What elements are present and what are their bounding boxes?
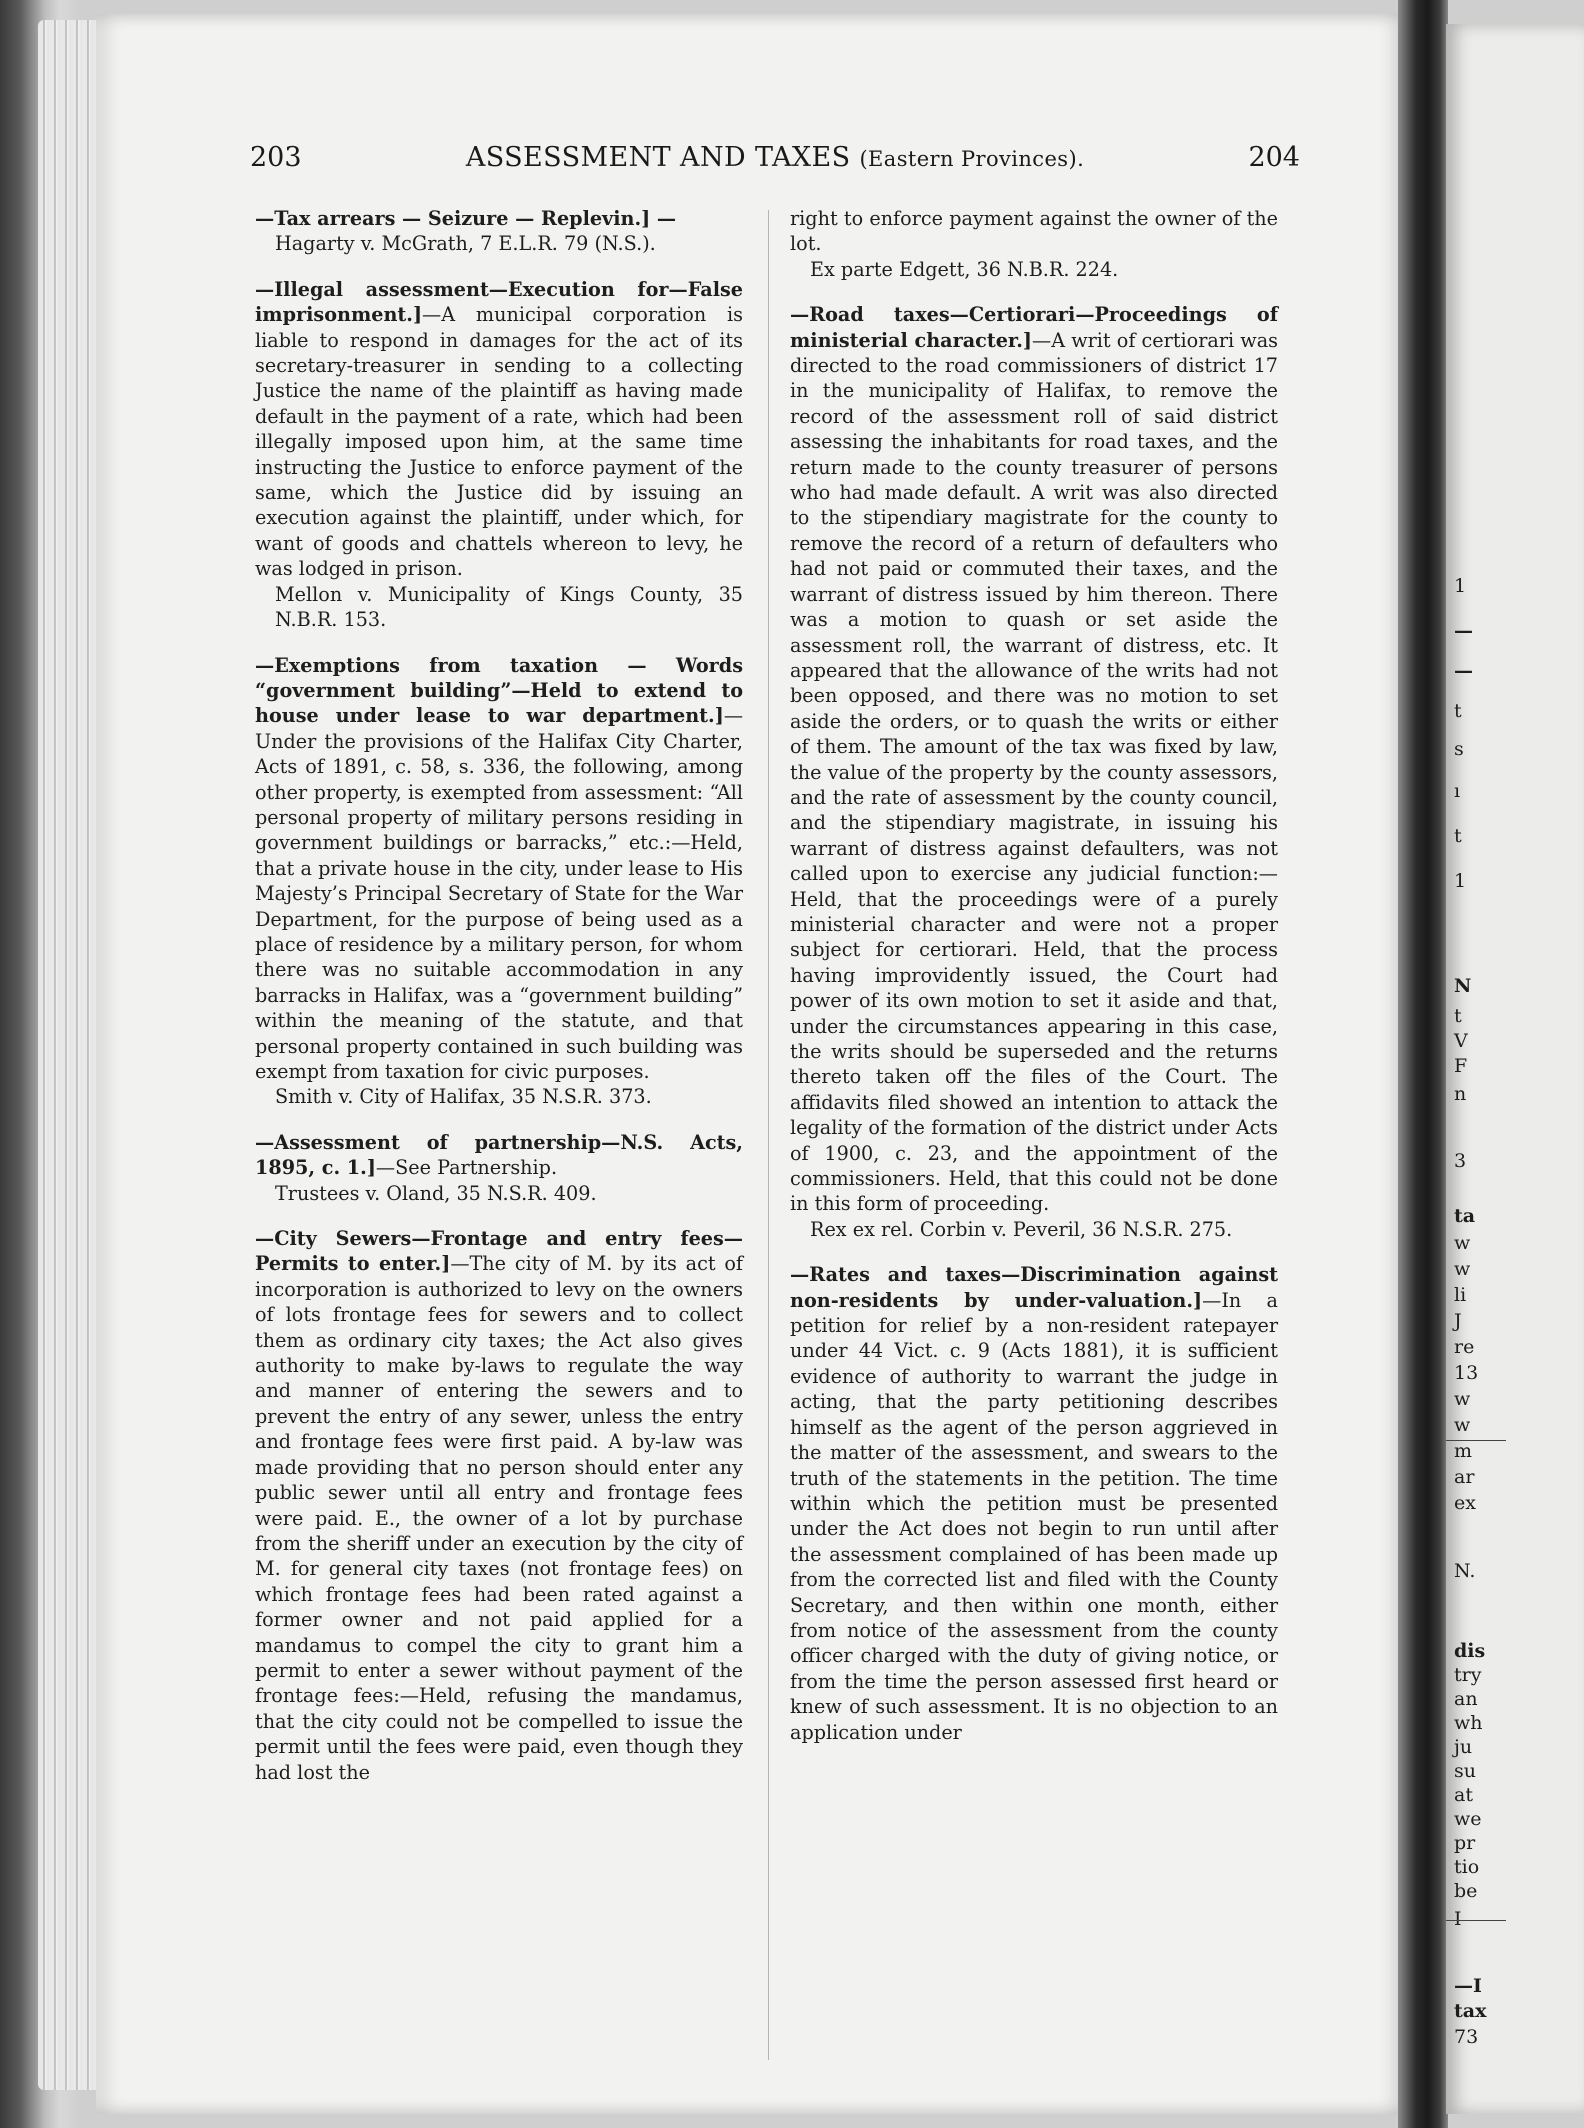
right-column	[790, 206, 1278, 1765]
adjacent-page-fragment: 3	[1454, 1150, 1467, 1172]
page-number-right: 204	[1248, 142, 1300, 173]
adjacent-page-fragment: w	[1454, 1232, 1471, 1254]
entry-heading: —Assessment of partnership—N.S. Acts, 1895, c. 1.]	[255, 1130, 743, 1180]
entry-heading: —Road taxes—Certiorari—Proceedings of ministerial character.]	[790, 303, 1278, 352]
running-title-main: ASSESSMENT AND TAXES	[465, 142, 851, 173]
running-title-sub: (Eastern Provinces).	[859, 147, 1085, 171]
case-citation: Hagarty v. McGrath, 7 E.L.R. 79 (N.S.).	[275, 232, 656, 256]
adjacent-page-fragment: tax	[1454, 2000, 1487, 2022]
running-title	[250, 142, 1300, 173]
digest-entry	[790, 302, 1278, 1242]
adjacent-page-fragment: s	[1454, 738, 1464, 760]
adjacent-page-rule	[1446, 1920, 1506, 1921]
adjacent-page-fragment: ı	[1454, 780, 1461, 802]
adjacent-page-fragment: at	[1454, 1784, 1473, 1806]
entry-heading: —Exemptions from taxation — Words “government building”—Held to extend to house under lease to war department.]	[255, 653, 743, 728]
adjacent-page-fragment: 1	[1454, 870, 1467, 892]
left-column	[255, 206, 743, 1805]
adjacent-page-fragment: pr	[1454, 1832, 1476, 1854]
adjacent-page-fragment: su	[1454, 1760, 1476, 1782]
digest-entry	[255, 1130, 743, 1206]
digest-entry	[255, 653, 743, 1110]
page-edges	[38, 20, 98, 2090]
adjacent-page-fragment: t	[1454, 700, 1462, 722]
adjacent-page-fragment: try	[1454, 1664, 1482, 1686]
adjacent-page-fragment: w	[1454, 1414, 1471, 1436]
adjacent-page-fragment: —	[1454, 620, 1473, 642]
adjacent-page-fragment: 73	[1454, 2026, 1479, 2048]
entry-heading: —Rates and taxes—Discrimination against non-residents by under-valuation.]	[790, 1263, 1278, 1312]
adjacent-page-fragment: re	[1454, 1336, 1475, 1358]
case-citation: Mellon v. Municipality of Kings County, 35 N.B.R. 153.	[275, 582, 743, 632]
adjacent-page-fragment: ar	[1454, 1466, 1475, 1488]
entry-body: —A writ of certiorari was directed to the road commissioners of district 17 in the municipality of Halifax, to remove the record of the assessment roll of said district assessing the inhabitants for road taxes, and the return made to the county treasurer of persons who had made default. A writ was also directed to the stipendiary magistrate for the county to remove the record of a return of defaulters who had not paid or commuted their taxes, and the warrant of distress issued by him thereon. There was a motion to quash or set aside the assessment roll, the warrant of distress, etc. It appeared that the allowance of the writs had not been opposed, and there was no motion to set aside the orders, or to quash the writs or either of them. The amount of the tax was fixed by law, the value of the property by the county assessors, and the rate of assessment by the county council, and the stipendiary magistrate, in issuing his warrant of distress against defaulters, was not called upon to exercise any judicial function:—Held, that the proceedings were of a purely ministerial character and were not a proper subject for certiorari. Held, that the process having improvidently issued, the Court had power of its own motion to set it aside and that, under the circumstances appearing in this case, the writs should be superseded and the returns thereto taken off the files of the Court. The affidavits filed showed an intention to attack the legality of the formation of the district under Acts of 1900, c. 23, and the appointment of the commissioners. Held, that this could not be done in this form of proceeding.	[790, 328, 1278, 1216]
adjacent-page-fragment: 13	[1454, 1362, 1479, 1384]
entry-heading: —Illegal assessment—Execution for—False imprisonment.]	[255, 277, 743, 327]
entry-body: —See Partnership.	[375, 1156, 558, 1180]
digest-entry	[255, 206, 743, 257]
case-citation: Rex ex rel. Corbin v. Peveril, 36 N.S.R. 275.	[810, 1217, 1233, 1241]
adjacent-page-fragment: t	[1454, 1005, 1462, 1027]
digest-entry	[255, 1226, 743, 1785]
adjacent-page-fragment: tio	[1454, 1856, 1480, 1878]
adjacent-page	[1446, 24, 1584, 2114]
entry-body: —Under the provisions of the Halifax City Charter, Acts of 1891, c. 58, s. 336, the following, among other property, is exempted from assessment: “All personal property of military persons residing in government buildings or barracks,” etc.:—Held, that a private house in the city, under lease to His Majesty’s Principal Secretary of State for the War Department, for the purpose of being used as a place of residence by a military person, for whom there was no suitable accommodation in any barracks in Halifax, was a “government building” within the meaning of the statute, and that personal property contained in such building was exempt from taxation for civic purposes.	[255, 704, 743, 1083]
case-citation: Ex parte Edgett, 36 N.B.R. 224.	[810, 257, 1119, 281]
digest-entry	[790, 1262, 1278, 1745]
adjacent-page-fragment: N.	[1454, 1560, 1476, 1582]
page-number-left: 203	[250, 142, 302, 173]
entry-body: —In a petition for relief by a non-resident ratepayer under 44 Vict. c. 9 (Acts 1881), it is sufficient evidence of authority to warrant the judge in acting, that the party petitioning describes himself as the agent of the person aggrieved in the matter of the assessment, and swears to the truth of the statements in the petition. The time within which the petition must be presented under the Act does not begin to run until after the assessment complained of has been made up from the corrected list and filed with the County Secretary, and then within one month, either from notice of the assessment from the county officer charged with the duty of giving notice, or from the time the person assessed first heard or knew of such assessment. It is no objection to an application under	[790, 1288, 1278, 1744]
digest-entry	[255, 277, 743, 633]
adjacent-page-fragment: w	[1454, 1388, 1471, 1410]
adjacent-page-fragment: n	[1454, 1083, 1467, 1105]
adjacent-page-rule	[1446, 1440, 1506, 1441]
adjacent-page-fragment: m	[1454, 1440, 1473, 1462]
adjacent-page-fragment: V	[1454, 1030, 1468, 1052]
entry-body: —The city of M. by its act of incorporation is authorized to levy on the owners of lots frontage fees for sewers and to collect them as ordinary city taxes; the Act also gives authority to make by-laws to regulate the way and manner of entering the sewers and to prevent the entry of any sewer, unless the entry and frontage fees were first paid. A by-law was made providing that no person should enter any public sewer until all entry and frontage fees were paid. E., the owner of a lot by purchase from the sheriff under an execution by the city of M. for general city taxes (not frontage fees) on which frontage fees had been rated against a former owner and not paid applied for a mandamus to compel the city to grant him a permit to enter a sewer without payment of the frontage fees:—Held, refusing the mandamus, that the city could not be compelled to issue the permit until the fees were paid, even though they had lost the	[255, 1252, 744, 1784]
adjacent-page-fragment: wh	[1454, 1712, 1483, 1734]
entry-heading: —Tax arrears — Seizure — Replevin.] —	[255, 207, 677, 230]
adjacent-page-fragment: ex	[1454, 1492, 1476, 1514]
book-gutter	[1398, 0, 1448, 2128]
adjacent-page-fragment: —I	[1454, 1975, 1482, 1997]
adjacent-page-fragment: li	[1454, 1284, 1467, 1306]
adjacent-page-fragment: —	[1454, 660, 1473, 682]
adjacent-page-fragment: dis	[1454, 1640, 1486, 1662]
adjacent-page-fragment: ju	[1454, 1736, 1473, 1758]
case-citation: Smith v. City of Halifax, 35 N.S.R. 373.	[275, 1085, 652, 1109]
adjacent-page-fragment: I	[1454, 1908, 1462, 1930]
case-citation: Trustees v. Oland, 35 N.S.R. 409.	[275, 1181, 597, 1205]
adjacent-page-fragment: w	[1454, 1258, 1471, 1280]
adjacent-page-fragment: 1	[1454, 575, 1467, 597]
adjacent-page-fragment: J	[1454, 1310, 1462, 1332]
entry-heading: —City Sewers—Frontage and entry fees—Permits to enter.]	[255, 1227, 743, 1276]
adjacent-page-fragment: we	[1454, 1808, 1482, 1830]
adjacent-page-fragment: N	[1454, 975, 1472, 997]
adjacent-page-fragment: t	[1454, 825, 1462, 847]
adjacent-page-fragment: F	[1454, 1055, 1468, 1077]
column-divider	[768, 210, 769, 2060]
entry-body: —A municipal corporation is liable to respond in damages for the act of its secretary-treasurer in sending to a collecting Justice the name of the plaintiff as having made default in the payment of a rate, which had been illegally imposed upon him, at the same time instructing the Justice to enforce payment of the same, which the Justice did by issuing an execution against the plaintiff, under which, for want of goods and chattels whereon to levy, he was lodged in prison.	[255, 303, 743, 581]
adjacent-page-fragment: be	[1454, 1880, 1478, 1902]
continued-text: right to enforce payment against the owner of the lot.	[790, 207, 1278, 256]
page-header	[250, 142, 1300, 182]
adjacent-page-fragment: an	[1454, 1688, 1478, 1710]
adjacent-page-fragment: ta	[1454, 1205, 1476, 1227]
